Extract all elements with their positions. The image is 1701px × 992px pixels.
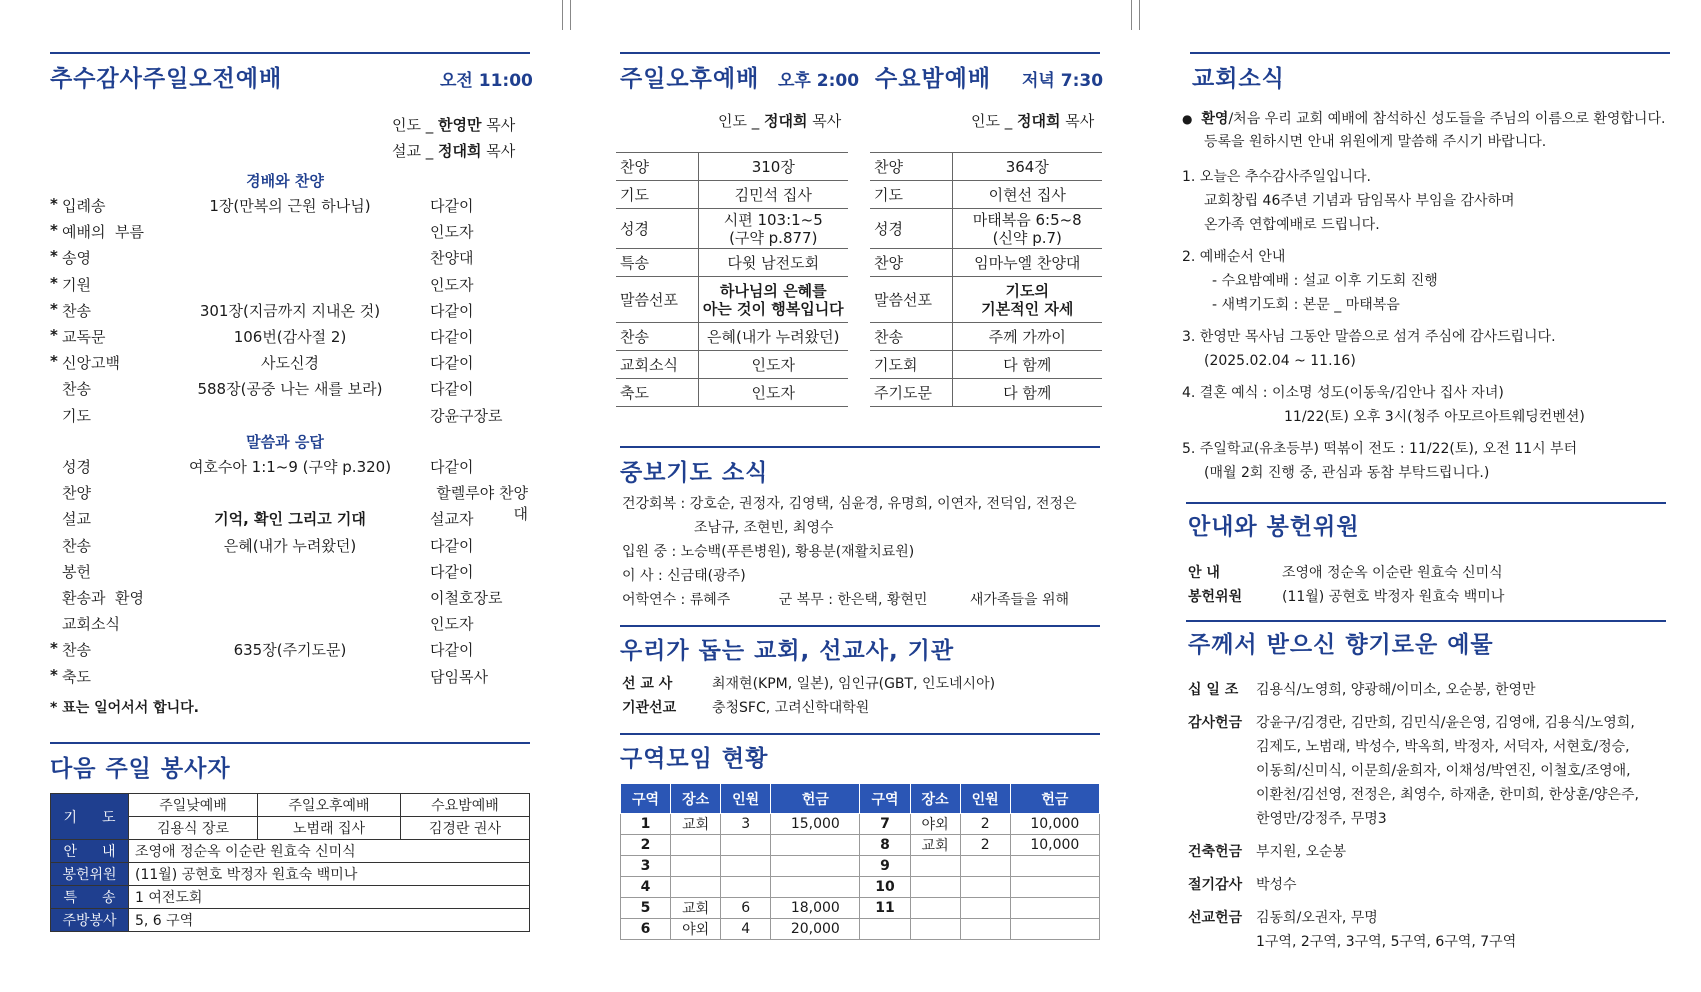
group-column-header: 장소 xyxy=(671,784,721,814)
standing-note: * 표는 일어서서 합니다. xyxy=(50,700,199,716)
leader-name: 한영만 xyxy=(438,116,482,134)
service-row xyxy=(870,249,1102,277)
order-detail: 기억, 확인 그리고 기대 xyxy=(214,510,366,529)
section-rule xyxy=(620,52,1100,54)
service-item-value: 임마누엘 찬양대 xyxy=(952,249,1102,277)
group-cell: 5 xyxy=(621,898,671,919)
group-cell: 2 xyxy=(960,814,1010,835)
welcome-notice: ● 환영/처음 우리 교회 예배에 참석하신 성도들을 주님의 이름으로 환영합니다. 등록을 원하시면 안내 위원에게 말씀해 주시기 바랍니다. xyxy=(1182,111,1666,150)
news-list: 1. 오늘은 추수감사주일입니다. 교회창립 46주년 기념과 담임목사 부임을 감사하며 온가족 연합예배로 드립니다. 2. 예배순서 안내 - 수요밤예배 : 설교 이후 기도회 진행 - 새벽기도회 : 본문 _ 마태복음 3. 한영만 목사님 그동안 말씀으로 섬겨 주심에 감사드립니다. (2025.02.04 ~ 11.16) 4. 결혼 예식 : 이소명 성도(이동욱/김안나 집사 자녀) 11/22(토) 오후 3시(청주 아모르아트웨딩컨벤션) 5. 주일학교(유초등부) 떡볶이 전도 : 11/22(토), 오전 11시 부터 (매월 2회 진행 중, 관심과 동참 부탁드립니다.) xyxy=(1182,169,1585,481)
group-cell xyxy=(671,877,721,898)
offering-value: (11월) 공현호 박정자 원효숙 백미나 xyxy=(129,863,530,886)
order-leader: 다같이 xyxy=(430,380,474,399)
next-week-table xyxy=(50,793,530,932)
order-leader: 다같이 xyxy=(430,536,474,555)
group-cell: 10,000 xyxy=(1010,814,1099,835)
service-item-value: 다윗 남전도회 xyxy=(698,249,848,277)
section-rule xyxy=(50,52,530,54)
service-row xyxy=(870,351,1102,379)
group-cell: 1 xyxy=(621,814,671,835)
group-column-header: 구역 xyxy=(621,784,671,814)
order-detail: 은혜(내가 누려왔던) xyxy=(223,536,357,555)
order-name: 찬송 xyxy=(62,380,91,399)
group-cell xyxy=(860,919,910,940)
order-item xyxy=(50,378,530,404)
service-item-value: 다 함께 xyxy=(952,351,1102,379)
group-cell: 6 xyxy=(721,898,771,919)
order-item xyxy=(50,639,530,665)
order-leader: 다같이 xyxy=(430,197,474,215)
group-column-header: 구역 xyxy=(860,784,910,814)
group-cell: 교회 xyxy=(671,814,721,835)
order-item xyxy=(50,247,530,273)
standing-marker: * xyxy=(50,247,58,266)
fold-mark xyxy=(570,0,571,30)
table-row xyxy=(621,835,1100,856)
fold-mark xyxy=(562,0,563,30)
order-leader: 인도자 xyxy=(430,275,474,294)
service-item-value: 은혜(내가 누려왔던) xyxy=(698,323,848,351)
standing-marker: * xyxy=(50,273,58,292)
leader-line: 인도 _ 한영만 목사 xyxy=(392,116,516,134)
group-cell: 교회 xyxy=(671,898,721,919)
prayer-list: 건강회복 : 강호순, 권정자, 김영택, 심윤경, 유명희, 이연자, 전덕임, 전정은 조남규, 조현빈, 최영수 입원 중 : 노승백(푸른병원), 황용분(재활치료원) 이 사 : 신금태(광주) 어학연수 : 류혜주 군 복무 : 한은택, 황현민 새가족들을 위해 xyxy=(622,496,1077,608)
service-item-label: 찬양 xyxy=(870,153,952,181)
group-cell xyxy=(721,877,771,898)
section-rule xyxy=(620,625,1100,627)
service-item-label: 특송 xyxy=(616,249,698,277)
service-item-label: 기도 xyxy=(616,181,698,209)
order-detail: 301장(지금까지 지내온 것) xyxy=(199,301,381,320)
group-cell: 4 xyxy=(721,919,771,940)
service-item-label: 찬송 xyxy=(616,323,698,351)
section-rule xyxy=(50,742,530,744)
standing-marker: * xyxy=(50,639,58,658)
service-item-value: 기도의 기본적인 자세 xyxy=(952,277,1102,323)
group-cell xyxy=(960,856,1010,877)
section-word-heading: 말씀과 응답 xyxy=(246,433,324,451)
order-leader: 다같이 xyxy=(430,458,474,476)
service-item-value: 인도자 xyxy=(698,379,848,407)
order-leader: 강윤구장로 xyxy=(430,406,503,425)
order-detail: 1장(만복의 근원 하나님) xyxy=(209,197,371,215)
order-leader: 담임목사 xyxy=(430,667,488,686)
order-leader: 다같이 xyxy=(430,354,474,373)
service-row xyxy=(870,153,1102,181)
wednesday-service-time: 저녁 7:30 xyxy=(1022,71,1104,91)
group-cell xyxy=(671,856,721,877)
group-cell: 3 xyxy=(621,856,671,877)
service-row xyxy=(870,379,1102,407)
preacher-name: 정대희 xyxy=(438,142,482,160)
service-item-label: 말씀선포 xyxy=(616,277,698,323)
order-name: 교독문 xyxy=(62,328,106,346)
next-week-title: 다음 주일 봉사자 xyxy=(50,756,231,782)
order-leader: 이철호장로 xyxy=(430,589,503,607)
service-item-value: 주께 가까이 xyxy=(952,323,1102,351)
order-item xyxy=(50,561,530,587)
group-cell xyxy=(771,835,860,856)
group-cell xyxy=(771,856,860,877)
service-item-label: 기도회 xyxy=(870,351,952,379)
order-name: 신앙고백 xyxy=(62,354,120,373)
mission-list: 선 교 사 최재현(KPM, 일본), 임인규(GBT, 인도네시아) 기관선교 충청SFC, 고려신학대학원 xyxy=(622,676,996,716)
service-row xyxy=(870,277,1102,323)
kitchen-value: 5, 6 구역 xyxy=(129,909,530,932)
order-item xyxy=(50,666,530,692)
prayer-sunday-morning: 김용식 장로 xyxy=(129,817,258,840)
service-row xyxy=(616,277,848,323)
service-item-value: 310장 xyxy=(698,153,848,181)
order-name: 찬양 xyxy=(62,484,91,503)
standing-marker: * xyxy=(50,299,58,318)
section-rule xyxy=(1186,620,1666,622)
table-row xyxy=(621,814,1100,835)
group-cell: 2 xyxy=(960,835,1010,856)
order-name: 입례송 xyxy=(62,197,106,215)
service-item-value: 김민석 집사 xyxy=(698,181,848,209)
group-column-header: 헌금 xyxy=(1010,784,1099,814)
group-cell xyxy=(960,898,1010,919)
group-cell xyxy=(960,919,1010,940)
order-detail: 635장(주기도문) xyxy=(233,641,347,660)
service-item-label: 축도 xyxy=(616,379,698,407)
order-item xyxy=(50,326,530,352)
service-item-value: 하나님의 은혜를 아는 것이 행복입니다 xyxy=(698,277,848,323)
group-cell xyxy=(721,856,771,877)
service-item-label: 말씀선포 xyxy=(870,277,952,323)
order-detail: 사도신경 xyxy=(261,354,319,373)
group-cell: 15,000 xyxy=(771,814,860,835)
preacher-line: 설교 _ 정대희 목사 xyxy=(392,142,516,160)
order-leader: 찬양대 xyxy=(430,249,474,268)
prayer-wednesday: 김경란 권사 xyxy=(400,817,529,840)
standing-marker: * xyxy=(50,665,58,684)
col-sunday-morning: 주일낮예배 xyxy=(129,794,258,817)
order-name: 교회소식 xyxy=(62,615,120,634)
order-name: 축도 xyxy=(62,667,91,686)
order-name: 환송과 환영 xyxy=(62,589,144,607)
order-name: 송영 xyxy=(62,249,91,268)
service-row xyxy=(616,181,848,209)
morning-service-time: 오전 11:00 xyxy=(440,71,533,91)
service-item-label: 교회소식 xyxy=(616,351,698,379)
table-row xyxy=(621,856,1100,877)
table-row xyxy=(621,898,1100,919)
fold-mark xyxy=(1131,0,1132,30)
service-row xyxy=(870,181,1102,209)
service-item-label: 찬송 xyxy=(870,323,952,351)
guide-offering-title: 안내와 봉헌위원 xyxy=(1188,514,1360,540)
order-name: 기원 xyxy=(62,275,91,294)
group-cell xyxy=(960,877,1010,898)
group-cell: 18,000 xyxy=(771,898,860,919)
service-item-value: 마태복음 6:5~8 (신약 p.7) xyxy=(952,209,1102,249)
group-cell xyxy=(1010,919,1099,940)
section-rule xyxy=(620,733,1100,735)
service-item-value: 시편 103:1~5 (구약 p.877) xyxy=(698,209,848,249)
group-cell: 7 xyxy=(860,814,910,835)
service-item-value: 이현선 집사 xyxy=(952,181,1102,209)
wednesday-order-table xyxy=(870,152,1102,407)
church-news-title: 교회소식 xyxy=(1192,66,1285,92)
group-cell: 3 xyxy=(721,814,771,835)
prayer-label: 기 도 xyxy=(51,794,129,840)
morning-service-title: 추수감사주일오전예배 xyxy=(50,66,283,92)
order-item xyxy=(50,456,530,482)
order-leader: 다같이 xyxy=(430,562,474,581)
group-cell xyxy=(1010,877,1099,898)
order-item xyxy=(50,535,530,561)
service-item-label: 성경 xyxy=(870,209,952,249)
order-detail: 여호수아 1:1~9 (구약 p.320) xyxy=(188,458,392,476)
service-row xyxy=(616,323,848,351)
order-leader: 인도자 xyxy=(430,615,474,634)
standing-marker: * xyxy=(50,326,58,344)
service-item-label: 주기도문 xyxy=(870,379,952,407)
service-item-label: 찬양 xyxy=(870,249,952,277)
wednesday-leader-line: 인도 _ 정대희 목사 xyxy=(971,112,1095,130)
service-item-label: 성경 xyxy=(616,209,698,249)
table-row xyxy=(621,877,1100,898)
order-name: 예배의 부름 xyxy=(62,223,144,242)
group-column-header: 헌금 xyxy=(771,784,860,814)
group-cell xyxy=(910,898,960,919)
afternoon-order-table xyxy=(616,152,848,407)
afternoon-service-title: 주일오후예배 xyxy=(620,66,760,92)
group-cell: 10,000 xyxy=(1010,835,1099,856)
order-detail: 106번(감사절 2) xyxy=(233,328,347,346)
section-worship-heading: 경배와 찬양 xyxy=(246,172,324,190)
group-cell: 10 xyxy=(860,877,910,898)
order-item xyxy=(50,221,530,247)
section-rule xyxy=(1186,502,1666,504)
order-item xyxy=(50,274,530,300)
order-leader: 다같이 xyxy=(430,641,474,660)
service-item-value: 다 함께 xyxy=(952,379,1102,407)
group-cell: 4 xyxy=(621,877,671,898)
order-name: 봉헌 xyxy=(62,562,91,581)
group-cell xyxy=(671,835,721,856)
service-row xyxy=(616,379,848,407)
afternoon-leader-line: 인도 _ 정대희 목사 xyxy=(718,112,842,130)
group-cell: 11 xyxy=(860,898,910,919)
guide-value: 조영애 정순옥 이순란 원효숙 신미식 xyxy=(129,840,530,863)
order-leader: 설교자 xyxy=(430,510,474,529)
order-item xyxy=(50,587,530,613)
order-name: 성경 xyxy=(62,458,91,476)
group-cell: 2 xyxy=(621,835,671,856)
group-column-header: 인원 xyxy=(721,784,771,814)
order-leader: 인도자 xyxy=(430,223,474,242)
group-column-header: 인원 xyxy=(960,784,1010,814)
fold-mark xyxy=(1139,0,1140,30)
order-item xyxy=(50,195,530,221)
order-item xyxy=(50,300,530,326)
group-cell: 야외 xyxy=(671,919,721,940)
group-cell xyxy=(1010,856,1099,877)
service-item-value: 인도자 xyxy=(698,351,848,379)
order-leader: 할렐루야 찬양대 xyxy=(436,484,528,524)
group-header-row xyxy=(621,784,1100,814)
service-row xyxy=(616,153,848,181)
group-cell: 야외 xyxy=(910,814,960,835)
group-cell: 20,000 xyxy=(771,919,860,940)
service-row xyxy=(870,209,1102,249)
group-cell xyxy=(910,877,960,898)
table-row xyxy=(621,919,1100,940)
section-rule xyxy=(1190,52,1670,54)
prayer-sunday-afternoon: 노범래 집사 xyxy=(258,817,401,840)
group-column-header: 장소 xyxy=(910,784,960,814)
order-item xyxy=(50,352,530,378)
group-meeting-table xyxy=(620,783,1100,940)
col-sunday-afternoon: 주일오후예배 xyxy=(258,794,401,817)
group-cell xyxy=(910,856,960,877)
standing-marker: * xyxy=(50,221,58,240)
group-cell: 9 xyxy=(860,856,910,877)
mission-title: 우리가 돕는 교회, 선교사, 기관 xyxy=(620,638,955,664)
special-song-value: 1 여전도회 xyxy=(129,886,530,909)
service-item-label: 기도 xyxy=(870,181,952,209)
order-item xyxy=(50,613,530,639)
group-cell xyxy=(721,835,771,856)
prayer-news-title: 중보기도 소식 xyxy=(620,460,769,486)
group-cell xyxy=(771,877,860,898)
group-meeting-title: 구역모임 현황 xyxy=(620,746,769,772)
service-row xyxy=(870,323,1102,351)
kitchen-label: 주방봉사 xyxy=(51,909,129,932)
offerings-list: 십 일 조 김용식/노영희, 양광해/이미소, 오순봉, 한영만 감사헌금 강윤구/김경란, 김만희, 김민식/윤은영, 김영애, 김용식/노영희, 김제도, 노범래, 박성수, 박옥희, 박정자, 서덕자, 서현호/정승, 이동희/신미식, 이문희/윤희자, 이채성/박연진, 이철호/조영애, 이환천/김선영, 전정은, 최영수, 하재춘, 한미희, 한상훈/양은주, 한영만/강정주, 무명3 건축헌금 부지원, 오순봉 절기감사 박성수 선교헌금 김동희/오권자, 무명 1구역, 2구역, 3구역, 5구역, 6구역, 7구역 xyxy=(1188,682,1639,950)
standing-marker: * xyxy=(50,195,58,213)
service-row xyxy=(616,351,848,379)
group-cell: 교회 xyxy=(910,835,960,856)
service-item-label: 찬양 xyxy=(616,153,698,181)
col-wednesday: 수요밤예배 xyxy=(400,794,529,817)
service-item-value: 364장 xyxy=(952,153,1102,181)
order-name: 찬송 xyxy=(62,536,91,555)
offering-label: 봉헌위원 xyxy=(51,863,129,886)
order-detail: 588장(공중 나는 새를 보라) xyxy=(197,380,383,399)
service-row xyxy=(616,249,848,277)
group-cell xyxy=(1010,898,1099,919)
order-name: 기도 xyxy=(62,406,91,425)
order-name: 설교 xyxy=(62,510,91,529)
service-row xyxy=(616,209,848,249)
order-name: 찬송 xyxy=(62,301,91,320)
afternoon-service-time: 오후 2:00 xyxy=(778,71,860,91)
wednesday-service-title: 수요밤예배 xyxy=(875,66,992,92)
order-leader: 다같이 xyxy=(430,301,474,320)
order-name: 찬송 xyxy=(62,641,91,660)
order-leader: 다같이 xyxy=(430,328,474,346)
special-song-label: 특 송 xyxy=(51,886,129,909)
order-item xyxy=(50,508,530,534)
section-rule xyxy=(620,446,1100,448)
group-cell xyxy=(910,919,960,940)
offerings-title: 주께서 받으신 향기로운 예물 xyxy=(1188,632,1494,658)
guide-offering-list: 안 내 조영애 정순옥 이순란 원효숙 신미식 봉헌위원 (11월) 공현호 박정자 원효숙 백미나 xyxy=(1188,565,1505,605)
standing-marker: * xyxy=(50,352,58,371)
group-cell: 6 xyxy=(621,919,671,940)
guide-label: 안 내 xyxy=(51,840,129,863)
order-item xyxy=(50,405,530,431)
group-cell: 8 xyxy=(860,835,910,856)
